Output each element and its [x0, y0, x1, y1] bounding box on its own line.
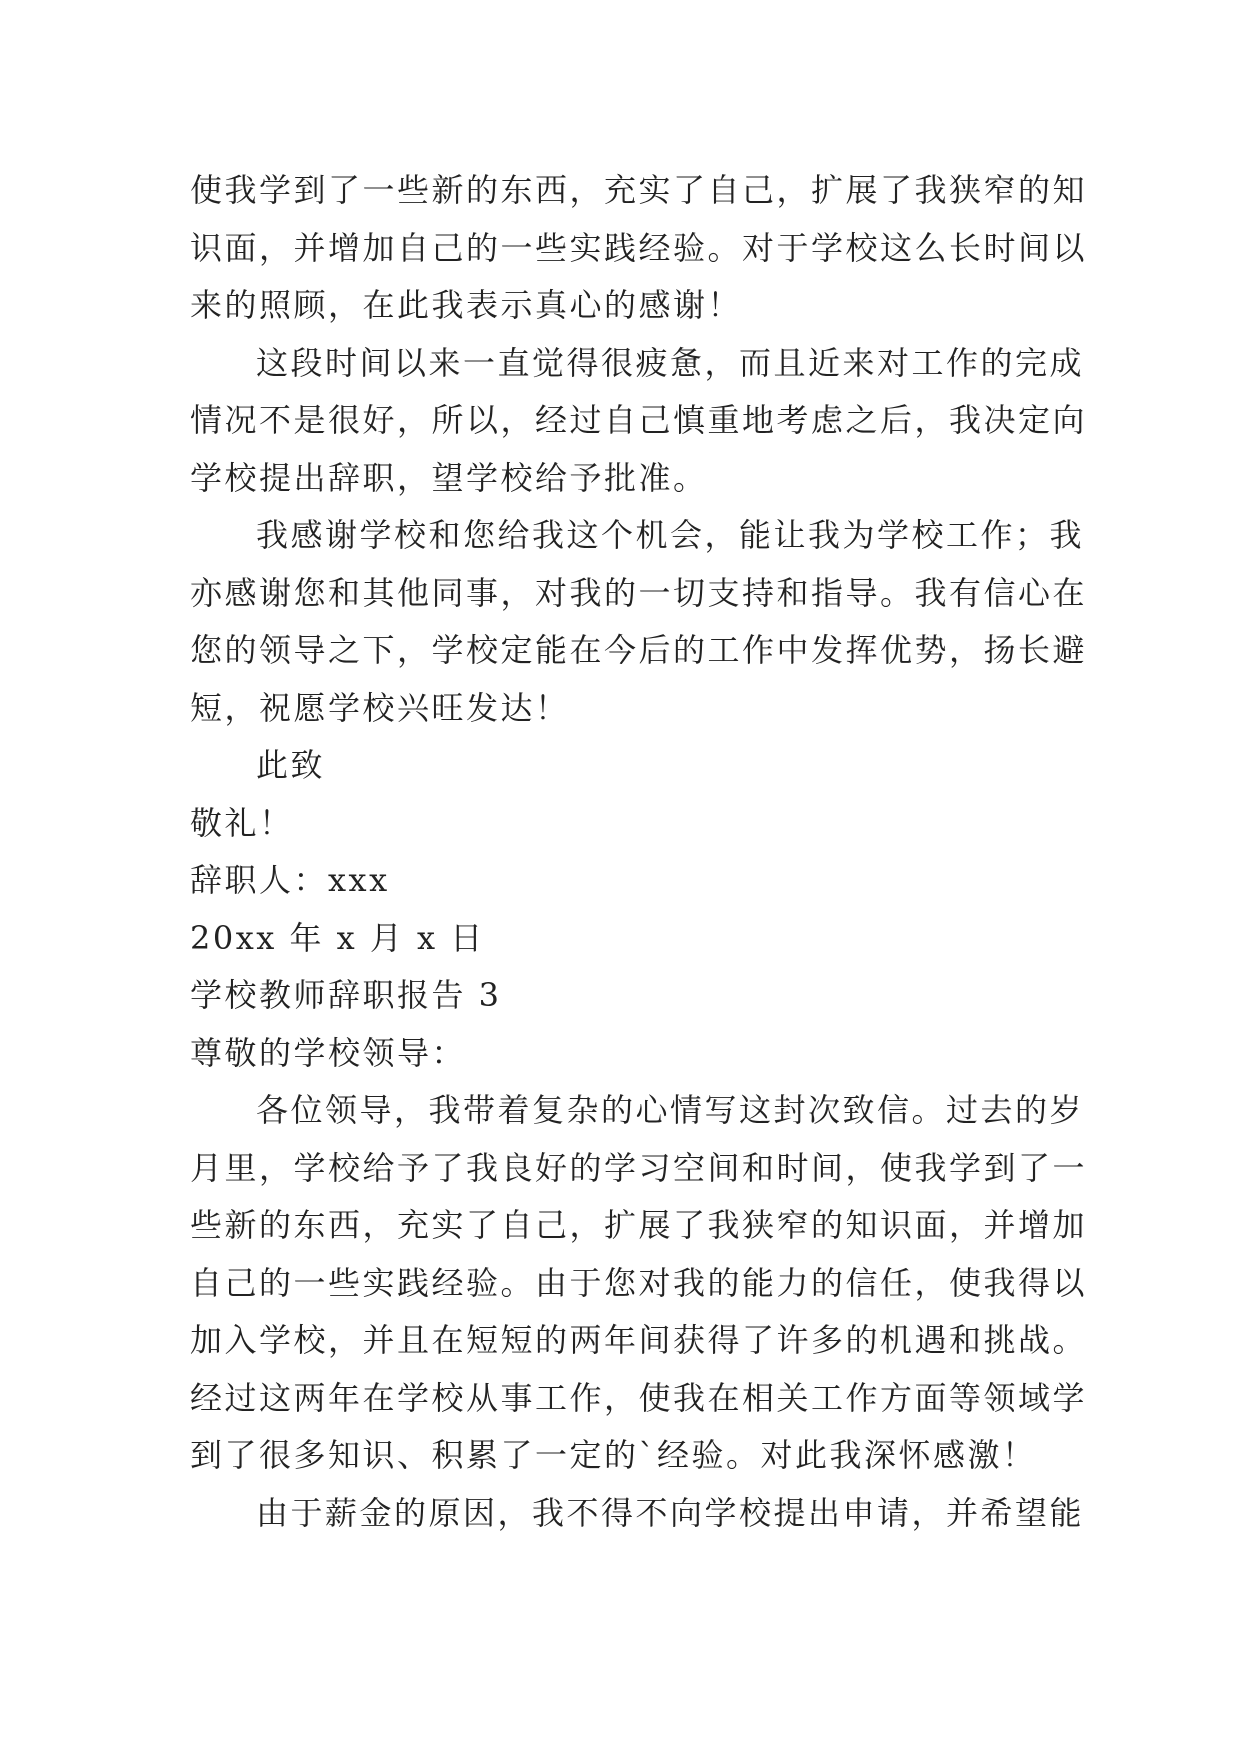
text-line: 学校提出辞职，望学校给予批准。	[190, 458, 708, 497]
text-line: 20xx 年 x 月 x 日	[190, 918, 485, 957]
text-line: 短，祝愿学校兴旺发达！	[190, 688, 570, 727]
text-line: 由于薪金的原因，我不得不向学校提出申请，并希望能	[256, 1493, 1085, 1532]
text-line: 月里，学校给予了我良好的学习空间和时间，使我学到了一	[190, 1148, 1088, 1187]
text-line: 加入学校，并且在短短的两年间获得了许多的机遇和挑战。	[190, 1321, 1088, 1359]
text-line: 这段时间以来一直觉得很疲惫，而且近来对工作的完成	[256, 343, 1085, 382]
text-line: 经过这两年在学校从事工作，使我在相关工作方面等领域学	[190, 1378, 1088, 1417]
text-line: 各位领导，我带着复杂的心情写这封次致信。过去的岁	[256, 1091, 1085, 1129]
text-line: 辞职人：xxx	[190, 861, 390, 899]
text-line: 我感谢学校和您给我这个机会，能让我为学校工作；我	[256, 516, 1085, 554]
text-line: 来的照顾，在此我表示真心的感谢！	[190, 286, 743, 324]
text-line: 到了很多知识、积累了一定的`经验。对此我深怀感激！	[190, 1436, 1037, 1474]
text-line: 些新的东西，充实了自己，扩展了我狭窄的知识面，并增加	[190, 1206, 1088, 1244]
text-line: 学校教师辞职报告 3	[190, 976, 502, 1014]
text-line: 情况不是很好，所以，经过自己慎重地考虑之后，我决定向	[190, 401, 1088, 439]
text-line: 自己的一些实践经验。由于您对我的能力的信任，使我得以	[190, 1263, 1088, 1302]
text-line: 尊敬的学校领导：	[190, 1033, 467, 1072]
text-line: 识面，并增加自己的一些实践经验。对于学校这么长时间以	[190, 228, 1088, 267]
text-line: 敬礼！	[190, 803, 294, 842]
text-line: 使我学到了一些新的东西，充实了自己，扩展了我狭窄的知	[190, 171, 1088, 209]
text-line: 此致	[256, 746, 326, 784]
document-body	[190, 162, 1088, 1542]
text-line: 亦感谢您和其他同事，对我的一切支持和指导。我有信心在	[190, 573, 1088, 612]
text-line: 您的领导之下，学校定能在今后的工作中发挥优势，扬长避	[190, 631, 1088, 669]
